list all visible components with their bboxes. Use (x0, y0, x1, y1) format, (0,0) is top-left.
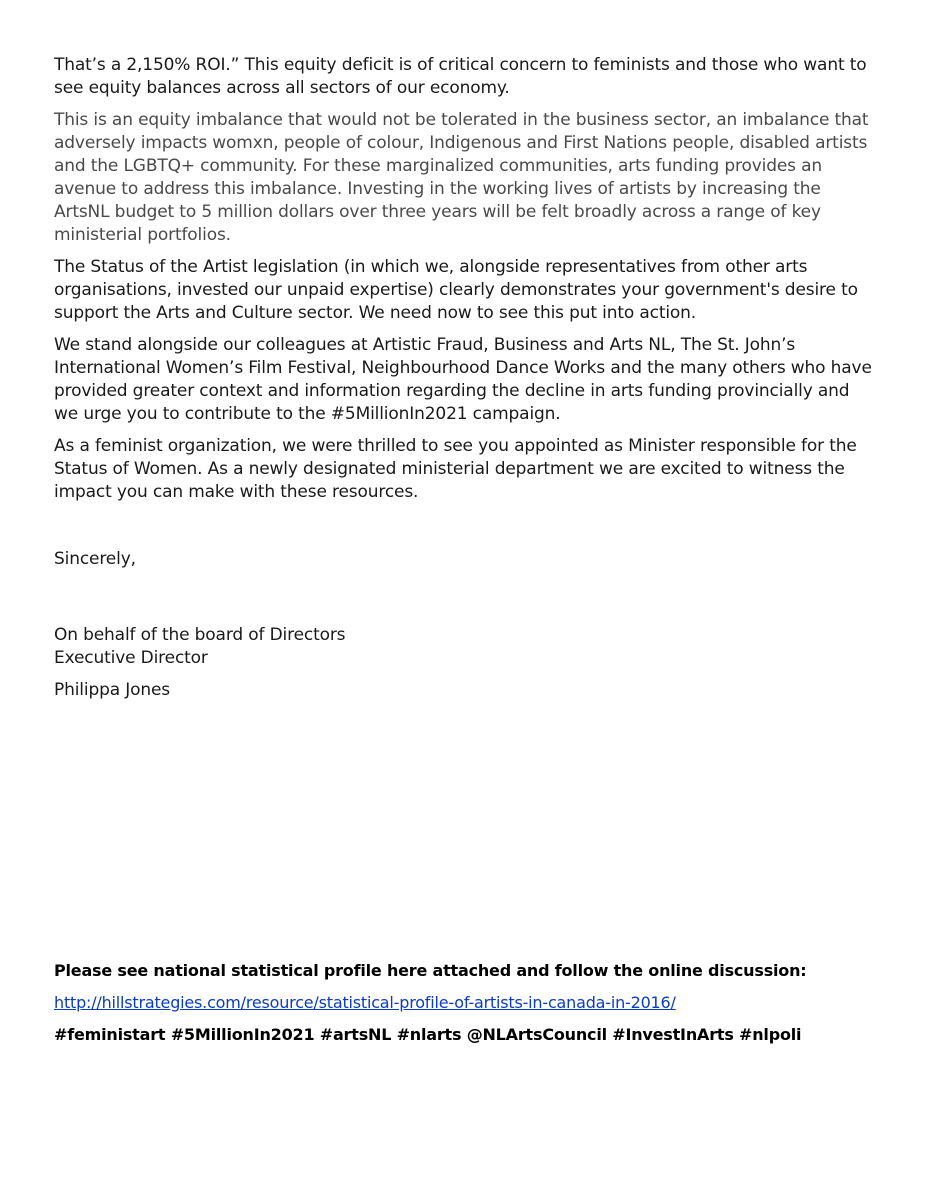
paragraph-colleagues: We stand alongside our colleagues at Artistic Fraud, Business and Arts NL, The St. John’s International Women’s Film Festival, Neighbourhood Dance Works and the many others who have provided greater context and information regarding the decline in arts funding provincially and we urge you to contribute to the #5MillionIn2021 campaign. (54, 335, 872, 424)
signature-line-title: Executive Director (54, 648, 208, 668)
signer-name: Philippa Jones (54, 680, 171, 700)
paragraph-status-of-artist: The Status of the Artist legislation (in which we, alongside representatives from other arts organisations, invested our unpaid expertise) clearly demonstrates your government's desire to support the Arts and Culture sector. We need now to see this put into action. (54, 257, 858, 323)
footer-note: Please see national statistical profile here attached and follow the online discussion: (54, 961, 807, 980)
statistical-profile-link[interactable]: http://hillstrategies.com/resource/statistical-profile-of-artists-in-canada-in-2016/ (54, 993, 676, 1012)
letter-body (54, 54, 874, 702)
footer-section (54, 960, 894, 1046)
signature-line-behalf: On behalf of the board of Directors (54, 625, 346, 645)
paragraph-equity-imbalance: This is an equity imbalance that would not be tolerated in the business sector, an imbalance that adversely impacts womxn, people of colour, Indigenous and First Nations people, disabled artists and the LGBTQ+ community. For these marginalized communities, arts funding provides an avenue to address this imbalance. Investing in the working lives of artists by increasing the ArtsNL budget to 5 million dollars over three years will be felt broadly across a range of key ministerial portfolios. (54, 110, 869, 245)
paragraph-feminist-organization: As a feminist organization, we were thrilled to see you appointed as Minister responsible for the Status of Women. As a newly designated ministerial department we are excited to witness the impact you can make with these resources. (54, 436, 857, 502)
paragraph-roi: That’s a 2,150% ROI.” This equity deficit is of critical concern to feminists and those who want to see equity balances across all sectors of our economy. (54, 55, 867, 98)
hashtags-line: #feministart #5MillionIn2021 #artsNL #nlarts @NLArtsCouncil #InvestInArts #nlpoli (54, 1025, 802, 1044)
closing-salutation: Sincerely, (54, 549, 136, 569)
